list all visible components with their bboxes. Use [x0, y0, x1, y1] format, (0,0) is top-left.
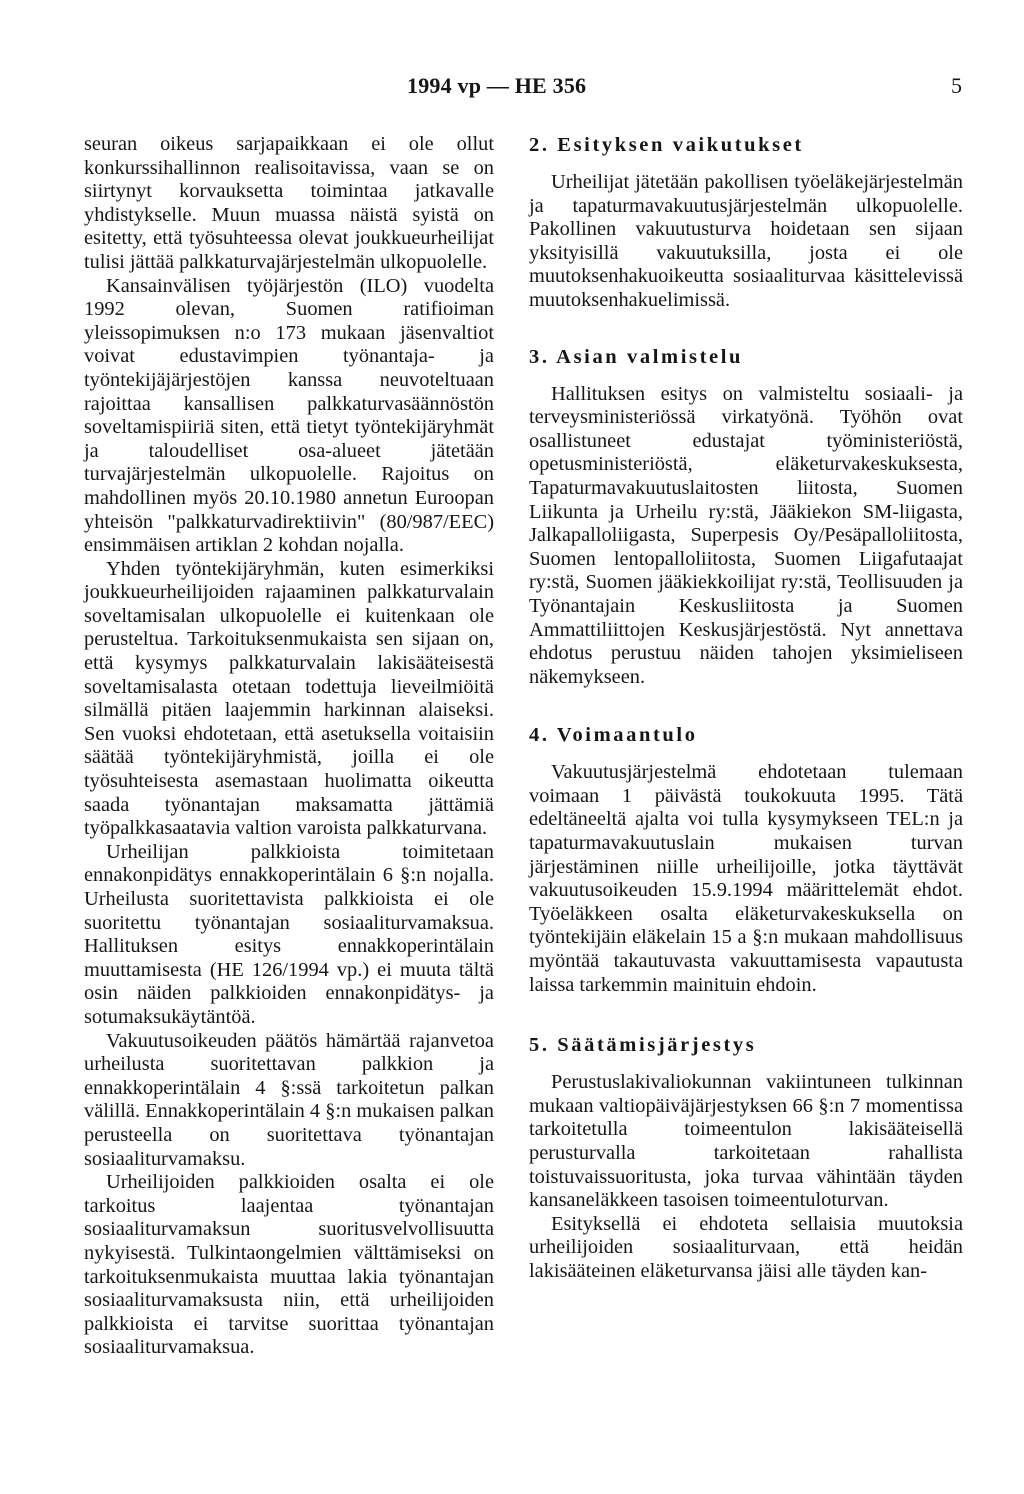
left-paragraph-1: seuran oikeus sarjapaikkaan ei ole ollut konkurssihallinnon realisoitavissa, vaan se on siirtynyt korvauksetta toimintaa jatkavalle yhdistykselle. Muun muassa näistä syistä on esitetty, että työsuhteessa olevat joukkueurheilijat tulisi jättää palkkaturvajärjestelmän ulkopuolelle.	[84, 133, 494, 273]
section-heading-5: 5. Säätämisjärjestys	[529, 1034, 757, 1057]
section-heading-3: 3. Asian valmistelu	[529, 345, 743, 368]
left-column	[84, 133, 494, 1360]
header-title: 1994 vp — HE 356	[407, 73, 587, 98]
left-paragraph-5: Vakuutusoikeuden päätös hämärtää rajanvetoa urheilusta suoritettavan palkkion ja ennakkoperintälain 4 §:ssä tarkoitetun palkan välillä. Ennakkoperintälain 4 §:n mukaisen palkan perusteella on suoritettava työnantajan sosiaaliturvamaksu.	[84, 1029, 494, 1170]
right-column	[529, 133, 963, 1284]
section-4-paragraph-1: Vakuutusjärjestelmä ehdotetaan tulemaan voimaan 1 päivästä toukokuuta 1995. Tätä edeltäneeltä ajalta voi tulla kysymykseen TEL:n ja tapaturmavakuutuslain mukaisen turvan järjestäminen niille urheilijoille, jotka täyttävät vakuutusoikeuden 15.9.1994 määrittelemät ehdot. Työeläkkeen osalta eläketurvakeskuksella on työntekijäin eläkelain 15 a §:n mukaan mahdollisuus myöntää takautuvasta vakuuttamisesta vapautusta laissa tarkemmin mainituin ehdoin.	[529, 761, 963, 996]
section-5-paragraph-1: Perustuslakivaliokunnan vakiintuneen tulkinnan mukaan valtiopäiväjärjestyksen 66 §:n 7 momentissa tarkoitetulla toimeentulon lakisääteisellä perusturvalla tarkoitetaan rahallista toistuvaissuoritusta, joka turvaa vähintään täyden kansaneläkkeen tasoisen toimeentuloturvan.	[529, 1071, 963, 1212]
page-number: 5	[951, 73, 962, 98]
section-2-paragraph-1: Urheilijat jätetään pakollisen työeläkejärjestelmän ja tapaturmavakuutusjärjestelmän ulkopuolelle. Pakollinen vakuutusturva hoidetaan sen sijaan yksityisillä vakuutuksilla, josta ei ole muutoksenhakuoikeutta sosiaaliturvaa käsitteleviss​ä muutoksenhakuelimissä.	[529, 171, 963, 311]
page-header	[0, 73, 1024, 107]
left-paragraph-2: Kansainvälisen työjärjestön (ILO) vuodelta 1992 olevan, Suomen ratifioiman yleissopimuksen n:o 173 mukaan jäsenvaltiot voivat edustavimpien työnantaja- ja työntekijäjärjestöjen kanssa neuvoteltuaan rajoittaa kansallisen palkkaturvasäännöstön soveltamispiiriä siten, että tietyt työntekijäryhmät ja taloudelliset osa-alueet jätetään turvajärjestelmän ulkopuolelle. Rajoitus on mahdollinen myös 20.10.1980 annetun Euroopan yhteisön "palkkaturvadirektiivin" (80/987/EEC) ensimmäisen artiklan 2 kohdan nojalla.	[84, 274, 494, 557]
section-heading-2: 2. Esityksen vaikutukset	[529, 134, 804, 156]
section-heading-4: 4. Voimaantulo	[529, 724, 698, 747]
section-3-paragraph-1: Hallituksen esitys on valmisteltu sosiaali- ja terveysministeriössä virkatyönä. Työhön ovat osallistuneet edustajat työministeriöstä, opetusministeriöstä, eläketurvakeskuksesta, Tapaturmavakuutuslaitosten liitosta, Suomen Liikunta ja Urheilu ry:stä, Jääkiekon SM-liigasta, Jalkapalloliigasta, Superpesis Oy/Pesäpalloliitosta, Suomen lentopalloliitosta, Suomen Liigafutaajat ry:stä, Suomen jääkiekkoilijat ry:stä, Teollisuuden ja Työnantajain Keskusliitosta ja Suomen Ammattiliittojen Keskusjärjestöstä. Nyt annettava ehdotus perustuu näiden tahojen yksimieliseen näkemykseen.	[529, 382, 963, 688]
left-paragraph-6: Urheilijoiden palkkioiden osalta ei ole tarkoitus laajentaa työnantajan sosiaaliturvamaksun suoritusvelvollisuutta nykyisestä. Tulkintaongelmien välttämiseksi on tarkoituksenmukaista muuttaa lakia työnantajan sosiaaliturvamaksusta niin, että urheilijoiden palkkioista ei tarvitse suorittaa työnantajan sosiaaliturvamaksua.	[84, 1171, 494, 1359]
section-5-paragraph-2: Esityksellä ei ehdoteta sellaisia muutoksia urheilijoiden sosiaaliturvaan, että heidän lakisääteinen eläketurvansa jäisi alle täyden kan-	[529, 1212, 963, 1282]
left-paragraph-4: Urheilijan palkkioista toimitetaan ennakonpidätys ennakkoperintälain 6 §:n nojalla. Urheilusta suoritettavista palkkioista ei ole suoritettu työnantajan sosiaaliturvamaksua. Hallituksen esitys ennakkoperintälain muuttamisesta (HE 126/1994 vp.) ei muuta tältä osin näiden palkkioiden ennakonpidätys- ja sotumaksukäytäntöä.	[84, 840, 494, 1028]
left-paragraph-3: Yhden työntekijäryhmän, kuten esimerkiksi joukkueurheilijoiden rajaaminen palkkaturvalain soveltamisalan ulkopuolelle ei kuitenkaan ole perusteltua. Tarkoituksenmukaista sen sijaan on, että kysymys palkkaturvalain lakisääteisestä soveltamisalasta otetaan todettuja lieveilmiöitä silmällä pitäen laajemmin harkinnan alaiseksi. Sen vuoksi ehdotetaan, että asetuksella voitaisiin säätää työntekijäryhmistä, joilla ei ole työsuhteisesta asemastaan huolimatta oikeutta saada työnantajan maksamatta jättämiä työpalkkasaatavia valtion varoista palkkaturvana.	[84, 557, 494, 840]
